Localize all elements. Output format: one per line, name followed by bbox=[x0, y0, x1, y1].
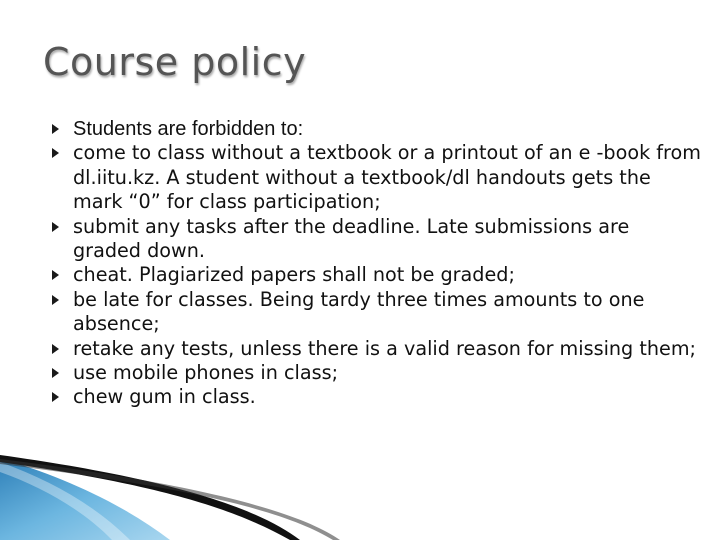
bullet-text: come to class without a textbook or a printout of an e -book from dl.iitu.kz. A student without a textbook/dl handouts gets the mark “0” for class participation; bbox=[73, 141, 701, 214]
list-item bbox=[52, 117, 702, 141]
triangle-right-icon bbox=[52, 270, 59, 280]
triangle-right-icon bbox=[52, 295, 59, 305]
bullet-list bbox=[52, 117, 702, 410]
list-item bbox=[52, 215, 702, 264]
list-item bbox=[52, 141, 702, 214]
bullet-text: use mobile phones in class; bbox=[73, 361, 339, 385]
bullet-text: Students are forbidden to: bbox=[73, 118, 304, 140]
triangle-right-icon bbox=[52, 392, 59, 402]
triangle-right-icon bbox=[52, 368, 59, 378]
bullet-text: be late for classes. Being tardy three times amounts to one absence; bbox=[73, 287, 645, 336]
triangle-right-icon bbox=[52, 148, 59, 158]
triangle-right-icon bbox=[52, 344, 59, 354]
list-item bbox=[52, 263, 702, 287]
slide-title: Course policy bbox=[43, 40, 307, 84]
list-item bbox=[52, 361, 702, 385]
list-item bbox=[52, 337, 702, 361]
bullet-text: chew gum in class. bbox=[73, 385, 256, 409]
bullet-text: cheat. Plagiarized papers shall not be graded; bbox=[73, 263, 515, 287]
triangle-right-icon bbox=[52, 124, 59, 134]
decorative-corner-swoosh bbox=[0, 440, 720, 540]
bullet-text: submit any tasks after the deadline. Late submissions are graded down. bbox=[73, 214, 630, 263]
triangle-right-icon bbox=[52, 222, 59, 232]
list-item bbox=[52, 385, 702, 409]
bullet-text: retake any tests, unless there is a valid reason for missing them; bbox=[73, 336, 696, 360]
list-item bbox=[52, 288, 702, 337]
